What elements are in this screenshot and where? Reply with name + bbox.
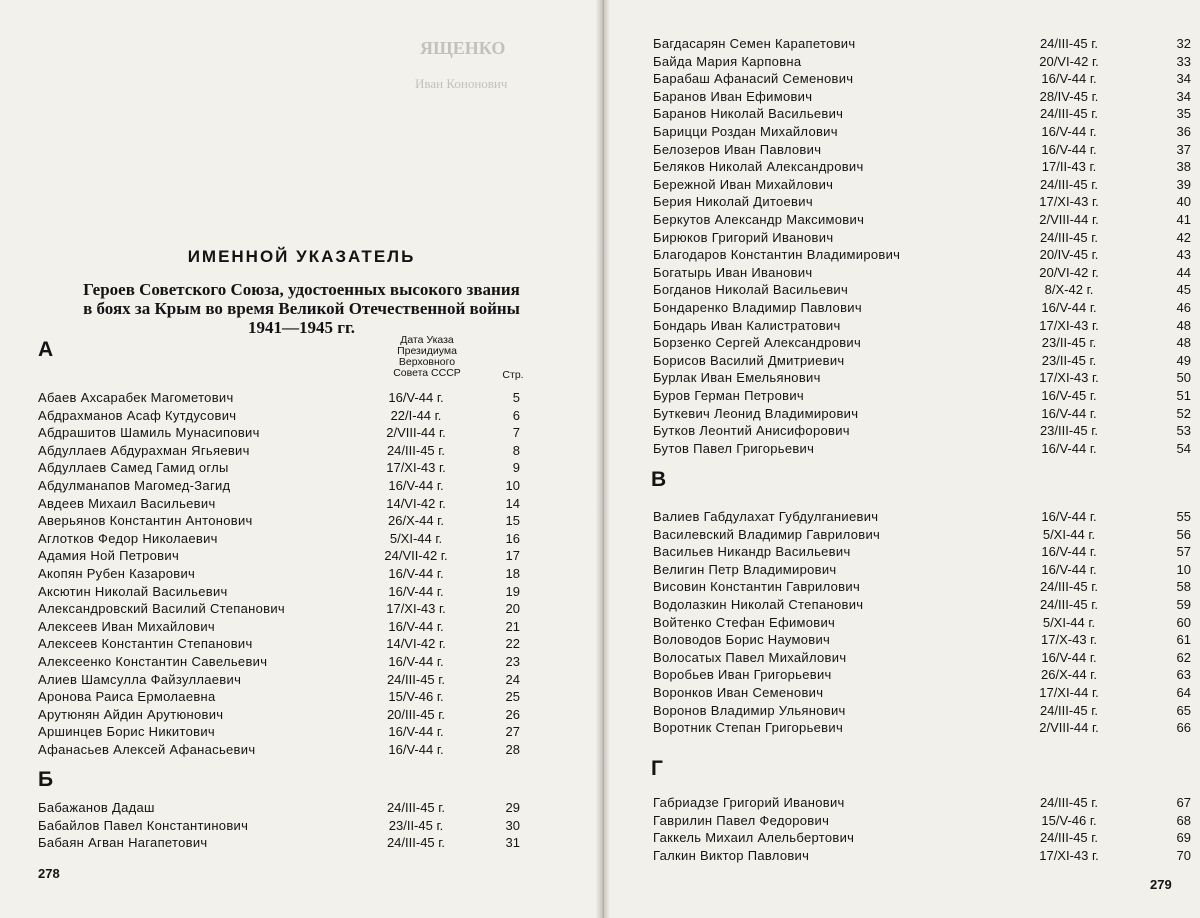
index-entry — [38, 723, 528, 741]
index-entry — [38, 635, 528, 653]
decree-date: 16/V-45 г. — [1041, 388, 1097, 403]
hero-name: Бабаян Агван Нагапетович — [38, 835, 208, 851]
hero-name: Абдулманапов Магомед-Загид — [38, 478, 231, 493]
hero-name: Беркутов Александр Максимович — [653, 212, 865, 227]
hero-name: Берия Николай Дитоевич — [653, 194, 813, 210]
page-number: 279 — [1150, 877, 1172, 892]
page-ref: 31 — [505, 835, 520, 851]
decree-date: 26/X-44 г. — [1041, 667, 1097, 683]
decree-date: 20/IV-45 г. — [1039, 247, 1099, 263]
column-header-line: Верховного — [398, 356, 456, 368]
section-letter: Б — [38, 768, 54, 791]
decree-date: 16/V-44 г. — [388, 654, 444, 669]
index-entry — [653, 229, 1191, 247]
column-header-line: Президиума — [397, 345, 457, 357]
page-ref: 19 — [505, 583, 520, 599]
page-ref: 50 — [1176, 370, 1191, 386]
index-entry — [653, 422, 1191, 440]
index-entry — [653, 702, 1191, 720]
page-ref: 41 — [1176, 212, 1191, 227]
hero-name: Абдрашитов Шамиль Мунасипович — [38, 425, 260, 441]
index-entry — [653, 70, 1191, 88]
hero-name: Борисов Василий Дмитриевич — [653, 352, 845, 368]
decree-date: 17/XI-43 г. — [1039, 317, 1099, 333]
page-ref: 43 — [1176, 247, 1191, 263]
hero-name: Барабаш Афанасий Семенович — [653, 71, 854, 87]
hero-name: Александровский Василий Степанович — [38, 601, 285, 617]
hero-name: Бондарь Иван Калистратович — [653, 317, 841, 333]
page-ref: 38 — [1176, 159, 1191, 175]
decree-date: 16/V-44 г. — [388, 724, 444, 740]
index-entry — [653, 176, 1191, 194]
decree-date: 16/V-44 г. — [1041, 124, 1097, 139]
page-ref: 5 — [512, 390, 520, 405]
page-ref: 40 — [1176, 194, 1191, 210]
index-entry — [38, 706, 528, 724]
index-entry — [653, 684, 1191, 702]
page-ref: 35 — [1176, 106, 1191, 122]
section-letter: Г — [651, 757, 663, 780]
index-entry — [653, 440, 1191, 458]
decree-date: 20/VI-42 г. — [1039, 264, 1099, 280]
decree-date: 24/III-45 г. — [1039, 36, 1099, 51]
index-subtitle — [0, 280, 603, 337]
index-entry — [653, 526, 1191, 544]
page-ref: 48 — [1176, 335, 1191, 351]
index-entry — [38, 618, 528, 636]
page-ref: 25 — [505, 689, 520, 705]
page-ref: 51 — [1176, 388, 1191, 403]
index-entry — [38, 512, 528, 530]
hero-name: Бондаренко Владимир Павлович — [653, 300, 862, 315]
index-entry — [653, 317, 1191, 335]
hero-name: Воронков Иван Семенович — [653, 685, 824, 700]
index-entry — [38, 600, 528, 618]
hero-name: Абдуллаев Самед Гамид оглы — [38, 460, 229, 476]
hero-name: Буров Герман Петрович — [653, 388, 804, 403]
page-ref: 7 — [512, 425, 520, 441]
decree-date: 17/XI-43 г. — [386, 460, 446, 476]
page-ref: 30 — [505, 817, 520, 833]
index-entry — [653, 88, 1191, 106]
decree-date: 28/IV-45 г. — [1039, 88, 1099, 104]
page-ref: 63 — [1176, 667, 1191, 683]
decree-date: 16/V-44 г. — [388, 390, 444, 405]
hero-name: Войтенко Стефан Ефимович — [653, 614, 836, 630]
decree-date: 17/XI-43 г. — [1039, 847, 1099, 863]
page-ref: 24 — [505, 671, 520, 687]
decree-date: 14/VI-42 г. — [386, 636, 446, 652]
decree-date: 24/III-45 г. — [386, 835, 446, 851]
decree-date: 17/XI-43 г. — [1039, 370, 1099, 386]
index-entry — [653, 53, 1191, 71]
decree-date: 5/XI-44 г. — [1042, 526, 1096, 542]
index-entry — [653, 123, 1191, 141]
page-ref: 46 — [1176, 300, 1191, 315]
index-entry — [38, 688, 528, 706]
index-entry — [653, 246, 1191, 264]
page-ref: 60 — [1176, 614, 1191, 630]
decree-date: 24/III-45 г. — [1039, 830, 1099, 846]
hero-name: Буткевич Леонид Владимирович — [653, 405, 859, 421]
page-ref: 21 — [505, 618, 520, 634]
index-entry — [38, 530, 528, 548]
index-entry — [653, 719, 1191, 737]
page-ref: 69 — [1176, 830, 1191, 846]
page-ref: 70 — [1176, 847, 1191, 863]
index-entry — [38, 547, 528, 565]
hero-name: Водолазкин Николай Степанович — [653, 597, 864, 612]
page-ref: 32 — [1176, 36, 1191, 51]
decree-date: 16/V-44 г. — [388, 583, 444, 599]
page-ref: 54 — [1176, 440, 1191, 456]
index-entry — [653, 829, 1191, 847]
decree-date: 16/V-44 г. — [1041, 544, 1097, 560]
section-letter: В — [651, 468, 667, 491]
decree-date: 5/XI-44 г. — [389, 530, 443, 546]
page-ref: 42 — [1176, 229, 1191, 245]
hero-name: Велигин Петр Владимирович — [653, 561, 837, 577]
hero-name: Баранов Николай Васильевич — [653, 106, 844, 122]
show-through-text: Иван Кононович — [415, 76, 508, 91]
hero-name: Бабайлов Павел Константинович — [38, 817, 249, 833]
hero-name: Аршинцев Борис Никитович — [38, 724, 215, 740]
hero-name: Барицци Роздан Михайлович — [653, 124, 838, 139]
decree-date: 20/III-45 г. — [386, 706, 446, 722]
page-ref: 52 — [1176, 405, 1191, 421]
hero-name: Алексеев Константин Степанович — [38, 636, 253, 652]
decree-date: 24/III-45 г. — [1039, 597, 1099, 612]
page-ref: 29 — [505, 800, 520, 815]
hero-name: Беляков Николай Александрович — [653, 159, 864, 175]
decree-date: 23/II-45 г. — [388, 817, 444, 833]
index-entry — [653, 211, 1191, 229]
decree-date: 24/III-45 г. — [1039, 229, 1099, 245]
decree-date: 15/V-46 г. — [1041, 812, 1097, 828]
page-ref: 28 — [505, 742, 520, 757]
page-ref: 56 — [1176, 526, 1191, 542]
page-ref: 27 — [505, 724, 520, 740]
hero-name: Бутков Леонтий Анисифорович — [653, 423, 850, 439]
decree-date: 5/XI-44 г. — [1042, 614, 1096, 630]
page-ref: 34 — [1176, 71, 1191, 87]
page-ref: 6 — [512, 407, 520, 423]
hero-name: Абаев Ахсарабек Магометович — [38, 390, 234, 405]
page-ref: 62 — [1176, 649, 1191, 665]
decree-date: 23/II-45 г. — [1041, 335, 1097, 351]
decree-date: 16/V-44 г. — [388, 566, 444, 581]
index-entry — [653, 299, 1191, 317]
index-entry — [653, 405, 1191, 423]
book-gutter — [596, 0, 610, 918]
index-entry — [38, 653, 528, 671]
index-entry — [653, 596, 1191, 614]
index-entry — [653, 105, 1191, 123]
decree-date: 24/III-45 г. — [386, 442, 446, 458]
decree-date: 16/V-44 г. — [388, 478, 444, 493]
subtitle-line: в боях за Крым во время Великой Отечественной войны — [83, 299, 520, 318]
page-ref: 22 — [505, 636, 520, 652]
hero-name: Абдуллаев Абдурахман Ягьяевич — [38, 442, 250, 458]
index-entry — [38, 477, 528, 495]
page-ref: 9 — [512, 460, 520, 476]
hero-name: Алексеенко Константин Савельевич — [38, 654, 268, 669]
hero-name: Гаврилин Павел Федорович — [653, 812, 830, 828]
hero-name: Воротник Степан Григорьевич — [653, 720, 844, 736]
page-number: 278 — [38, 866, 60, 881]
hero-name: Багдасарян Семен Карапетович — [653, 36, 856, 51]
decree-date: 24/III-45 г. — [386, 671, 446, 687]
decree-date: 26/X-44 г. — [388, 513, 444, 529]
index-entry — [653, 561, 1191, 579]
index-entry — [653, 543, 1191, 561]
page-ref: 67 — [1176, 795, 1191, 810]
decree-date: 8/X-42 г. — [1044, 282, 1094, 298]
page-ref: 53 — [1176, 423, 1191, 439]
decree-date: 17/X-43 г. — [1041, 632, 1097, 648]
index-entry — [653, 794, 1191, 812]
right-page — [603, 0, 1200, 918]
decree-date: 14/VI-42 г. — [386, 495, 446, 511]
index-title: ИМЕННОЙ УКАЗАТЕЛЬ — [187, 247, 416, 266]
page-ref: 39 — [1176, 176, 1191, 192]
hero-name: Галкин Виктор Павлович — [653, 847, 810, 863]
page-ref: 65 — [1176, 702, 1191, 718]
column-header-decree-date — [372, 335, 482, 379]
hero-name: Афанасьев Алексей Афанасьевич — [38, 742, 256, 757]
index-entry — [38, 583, 528, 601]
decree-date: 22/I-44 г. — [390, 407, 442, 423]
decree-date: 24/VII-42 г. — [384, 548, 448, 564]
hero-name: Арутюнян Айдин Арутюнович — [38, 706, 224, 722]
hero-name: Бабажанов Дадаш — [38, 800, 155, 815]
index-entry — [38, 442, 528, 460]
page-ref: 58 — [1176, 579, 1191, 595]
page-ref: 68 — [1176, 812, 1191, 828]
index-entry — [653, 193, 1191, 211]
page-ref: 34 — [1176, 88, 1191, 104]
hero-name: Воробьев Иван Григорьевич — [653, 667, 832, 683]
decree-date: 16/V-44 г. — [388, 742, 444, 757]
index-entry — [653, 158, 1191, 176]
index-entry — [653, 35, 1191, 53]
index-entry — [653, 334, 1191, 352]
page-ref: 44 — [1176, 264, 1191, 280]
decree-date: 16/V-44 г. — [1041, 141, 1097, 157]
index-entry — [653, 649, 1191, 667]
index-entry — [38, 565, 528, 583]
hero-name: Волосатых Павел Михайлович — [653, 649, 847, 665]
decree-date: 17/XI-44 г. — [1039, 685, 1099, 700]
subtitle-line: Героев Советского Союза, удостоенных высокого звания — [83, 280, 520, 299]
page-ref: 49 — [1176, 352, 1191, 368]
decree-date: 23/II-45 г. — [1041, 352, 1097, 368]
hero-name: Воловодов Борис Наумович — [653, 632, 831, 648]
hero-name: Алексеев Иван Михайлович — [38, 618, 215, 634]
index-entry — [653, 369, 1191, 387]
decree-date: 2/VIII-44 г. — [1039, 720, 1099, 736]
index-entry — [38, 817, 528, 835]
decree-date: 16/V-44 г. — [1041, 71, 1097, 87]
index-entry — [653, 666, 1191, 684]
index-entry — [38, 834, 528, 852]
hero-name: Аксютин Николай Васильевич — [38, 583, 228, 599]
page-ref: 64 — [1176, 685, 1191, 700]
decree-date: 24/III-45 г. — [1039, 702, 1099, 718]
hero-name: Аронова Раиса Ермолаевна — [38, 689, 216, 705]
index-entry — [653, 847, 1191, 865]
decree-date: 16/V-44 г. — [1041, 440, 1097, 456]
decree-date: 24/III-45 г. — [1039, 795, 1099, 810]
hero-name: Авдеев Михаил Васильевич — [38, 495, 216, 511]
hero-name: Богданов Николай Васильевич — [653, 282, 849, 298]
page-ref: 36 — [1176, 124, 1191, 139]
page-ref: 66 — [1176, 720, 1191, 736]
index-entry — [653, 614, 1191, 632]
page-ref: 8 — [512, 442, 520, 458]
index-entry — [653, 578, 1191, 596]
index-entry — [653, 281, 1191, 299]
index-entry — [38, 424, 528, 442]
decree-date: 16/V-44 г. — [388, 618, 444, 634]
hero-name: Абдрахманов Асаф Кутдусович — [38, 407, 237, 423]
decree-date: 17/II-43 г. — [1041, 159, 1097, 175]
index-entry — [653, 508, 1191, 526]
hero-name: Васильев Никандр Васильевич — [653, 544, 851, 560]
decree-date: 24/III-45 г. — [1039, 106, 1099, 122]
index-entry — [653, 352, 1191, 370]
index-entry — [38, 799, 528, 817]
page-ref: 33 — [1176, 53, 1191, 69]
decree-date: 24/III-45 г. — [386, 800, 446, 815]
hero-name: Акопян Рубен Казарович — [38, 566, 196, 581]
hero-name: Борзенко Сергей Александрович — [653, 335, 862, 351]
hero-name: Бутов Павел Григорьевич — [653, 440, 815, 456]
index-entry — [653, 387, 1191, 405]
page-ref: 14 — [505, 495, 520, 511]
column-header-line: Дата Указа — [400, 334, 454, 346]
hero-name: Аглотков Федор Николаевич — [38, 530, 218, 546]
decree-date: 17/XI-43 г. — [1039, 194, 1099, 210]
page-ref: 18 — [505, 566, 520, 581]
hero-name: Бурлак Иван Емельянович — [653, 370, 821, 386]
hero-name: Адамия Ной Петрович — [38, 548, 180, 564]
hero-name: Бережной Иван Михайлович — [653, 176, 834, 192]
page-ref: 17 — [505, 548, 520, 564]
hero-name: Алиев Шамсулла Файзуллаевич — [38, 671, 242, 687]
index-entry — [653, 812, 1191, 830]
index-entry — [38, 389, 528, 407]
index-entry — [38, 407, 528, 425]
decree-date: 2/VIII-44 г. — [1039, 212, 1099, 227]
decree-date: 2/VIII-44 г. — [386, 425, 446, 441]
decree-date: 16/V-44 г. — [1041, 509, 1097, 524]
page-ref: 55 — [1176, 509, 1191, 524]
page-ref: 59 — [1176, 597, 1191, 612]
hero-name: Байда Мария Карповна — [653, 53, 802, 69]
hero-name: Валиев Габдулахат Губдулганиевич — [653, 509, 879, 524]
page-ref: 48 — [1176, 317, 1191, 333]
hero-name: Благодаров Константин Владимирович — [653, 247, 901, 263]
page-ref: 10 — [1176, 561, 1191, 577]
index-entry — [653, 264, 1191, 282]
column-header-page: Стр. — [502, 369, 524, 381]
page-ref: 61 — [1176, 632, 1191, 648]
page-ref: 20 — [505, 601, 520, 617]
show-through-text: ЯЩЕНКО — [420, 38, 506, 58]
decree-date: 16/V-44 г. — [1041, 561, 1097, 577]
page-ref: 57 — [1176, 544, 1191, 560]
hero-name: Баранов Иван Ефимович — [653, 88, 813, 104]
hero-name: Василевский Владимир Гаврилович — [653, 526, 881, 542]
subtitle-line: 1941—1945 гг. — [247, 318, 356, 337]
index-entry — [653, 631, 1191, 649]
decree-date: 17/XI-43 г. — [386, 601, 446, 617]
index-entry — [38, 671, 528, 689]
decree-date: 16/V-44 г. — [1041, 649, 1097, 665]
page-ref: 15 — [505, 513, 520, 529]
section-letter: А — [38, 338, 54, 361]
index-entry — [38, 495, 528, 513]
page-ref: 45 — [1176, 282, 1191, 298]
decree-date: 20/VI-42 г. — [1039, 53, 1099, 69]
page-ref: 37 — [1176, 141, 1191, 157]
hero-name: Белозеров Иван Павлович — [653, 141, 822, 157]
decree-date: 15/V-46 г. — [388, 689, 444, 705]
decree-date: 16/V-44 г. — [1041, 300, 1097, 315]
page-ref: 10 — [505, 478, 520, 493]
hero-name: Аверьянов Константин Антонович — [38, 513, 253, 529]
column-header-line: Совета СССР — [393, 367, 461, 379]
hero-name: Воронов Владимир Ульянович — [653, 702, 846, 718]
decree-date: 16/V-44 г. — [1041, 405, 1097, 421]
index-entry — [38, 741, 528, 759]
hero-name: Габриадзе Григорий Иванович — [653, 795, 845, 810]
hero-name: Богатырь Иван Иванович — [653, 264, 813, 280]
page-ref: 23 — [505, 654, 520, 669]
hero-name: Бирюков Григорий Иванович — [653, 229, 834, 245]
hero-name: Гаккель Михаил Алельбертович — [653, 830, 855, 846]
page-ref: 26 — [505, 706, 520, 722]
decree-date: 24/III-45 г. — [1039, 579, 1099, 595]
decree-date: 24/III-45 г. — [1039, 176, 1099, 192]
decree-date: 23/III-45 г. — [1039, 423, 1099, 439]
page-ref: 16 — [505, 530, 520, 546]
hero-name: Висовин Константин Гаврилович — [653, 579, 861, 595]
index-entry — [653, 141, 1191, 159]
index-entry — [38, 459, 528, 477]
